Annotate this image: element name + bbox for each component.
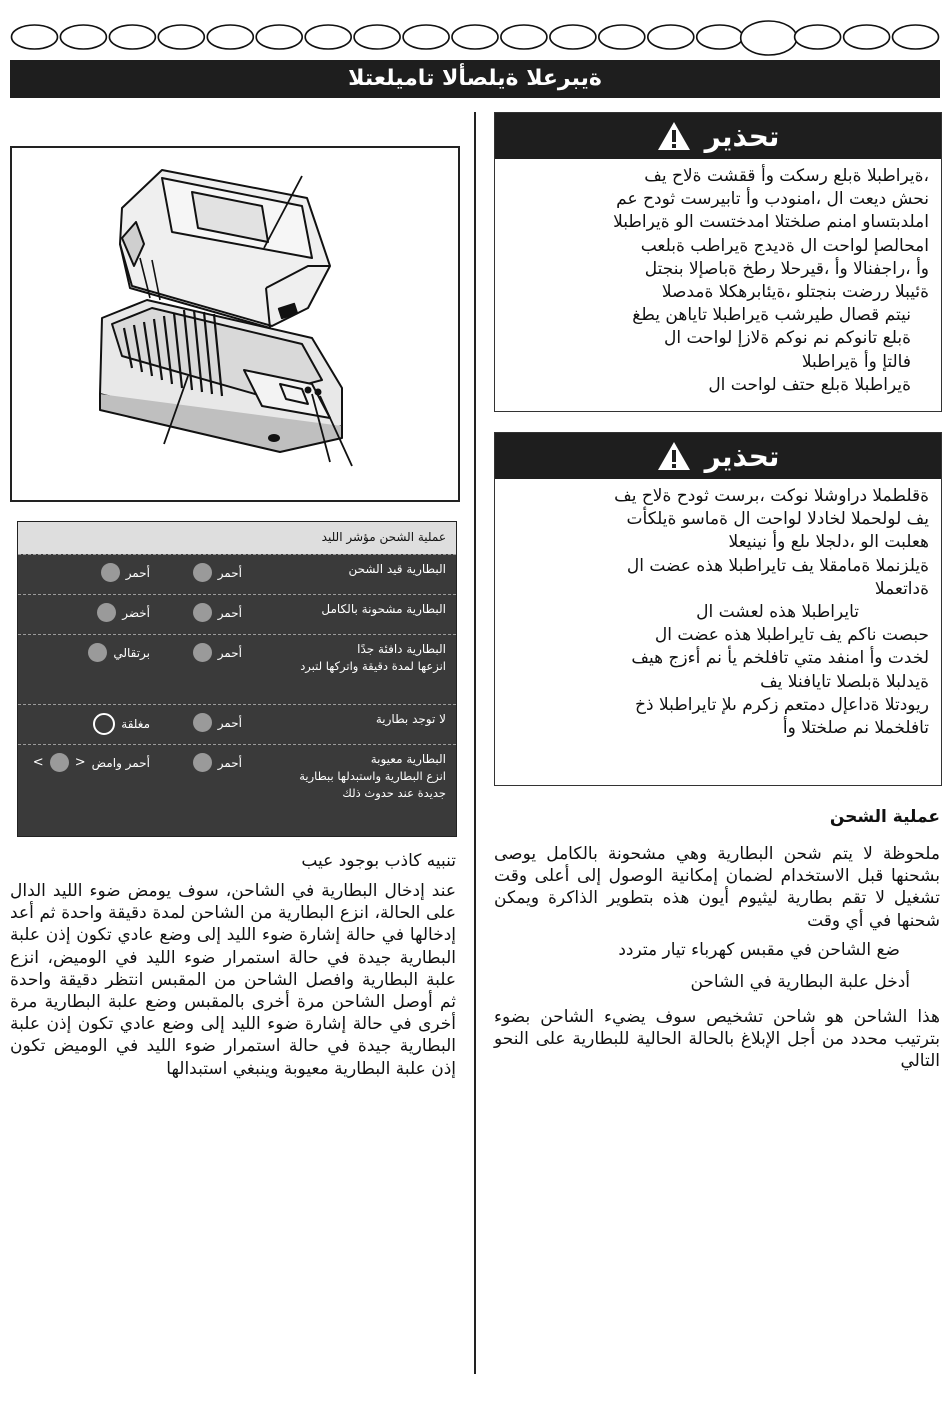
warning-box-2 <box>494 432 942 786</box>
led1-label: أحمر <box>217 755 242 770</box>
status-text: البطارية دافئة جدًا <box>357 642 446 656</box>
warning-line: ،ةيراطبلا ةبلع رسكت وأ ققشت ةلاح يف <box>644 166 929 186</box>
led1-cell <box>193 713 242 732</box>
led-indicator-icon <box>193 563 212 582</box>
step-1: ضع الشاحن في مقبس كهرباء تيار متردد <box>618 940 900 960</box>
status-cell <box>236 751 446 802</box>
warning-line: تايراطبلا هذه لعشت ال <box>696 602 859 623</box>
status-text: لا توجد بطارية <box>375 712 446 726</box>
page-oval-current <box>741 21 797 55</box>
page-oval <box>697 25 743 49</box>
warning-triangle-icon <box>657 120 691 152</box>
blink-rays-icon: > <box>32 755 44 770</box>
led1-cell <box>193 603 242 622</box>
led1-label: أحمر <box>217 565 242 580</box>
led2-cell <box>88 643 150 662</box>
warning-line: املدبتساو امنم صلختلا امدختست الو ةيراطبلا <box>613 212 929 233</box>
page-oval <box>12 25 58 49</box>
led1-label: أحمر <box>217 605 242 620</box>
page-oval <box>452 25 498 49</box>
page-oval <box>844 25 890 49</box>
page-oval <box>354 25 400 49</box>
warning-line: تافلخملا نم صلختلا وأ <box>782 718 929 739</box>
led-indicator-icon <box>193 603 212 622</box>
status-text: البطارية قيد الشحن <box>348 562 446 576</box>
warning-body-2 <box>495 479 941 748</box>
page-index-ovals <box>10 20 940 56</box>
led-indicator-icon <box>193 713 212 732</box>
table-row <box>18 594 456 635</box>
page-oval <box>256 25 302 49</box>
note-text: ملحوظة لا يتم شحن البطارية وهي مشحونة بالكامل يوصى بشحنها قبل الاستخدام لضمان إمكانية الوصول إلى أعلى وقت تشغيل لا تقم بطارية ليثيوم أيون هذه بتطوير الذاكرة ويمكن شحنها في أي وقت <box>494 844 940 931</box>
warning-line: نحش ديعت ال ،امنودب وأ تابيرست ثودح عم <box>616 189 929 210</box>
warning-line: لخدت وأ امنفد متي تافلخم يأ نم أءزج هيف <box>631 648 929 669</box>
closing-text: هذا الشاحن هو شاحن تشخيص سوف يضيء الشاحن بضوء بترتيب محدد من أجل الإبلاغ بالحالة الحالية للبطارية على النحو التالي <box>494 1007 940 1072</box>
led2-cell <box>33 753 150 772</box>
led1-cell <box>193 563 242 582</box>
warning-line: وأ ،راجفنالا وأ ،قيرحلا رطخ ةباصإلا بنجتل <box>644 258 929 279</box>
led-off-icon <box>93 713 115 735</box>
led-indicator-icon <box>88 643 107 662</box>
led-indicator-icon <box>193 753 212 772</box>
led2-cell <box>93 713 150 735</box>
warning-title-2: تحذير <box>704 439 780 473</box>
status-text: البطارية معيوبة <box>370 752 446 766</box>
warning-header-2 <box>495 433 941 479</box>
warning-line: ريودتلا ةداعإل دمتعم زكرم ىلإ تايراطبلا ذخ <box>635 694 929 715</box>
page-oval <box>60 25 106 49</box>
status-text: انزع البطارية واستبدلها ببطارية <box>299 769 446 783</box>
step-2: أدخل علبة البطارية في الشاحن <box>690 972 910 992</box>
warning-triangle-icon <box>657 440 691 472</box>
warning-box-1 <box>494 112 942 412</box>
led1-cell <box>193 643 242 662</box>
warning-body-1 <box>495 159 941 405</box>
page-oval <box>550 25 596 49</box>
led2-label: مغلقة <box>121 717 150 731</box>
page-oval <box>403 25 449 49</box>
table-row <box>18 704 456 745</box>
status-cell <box>236 601 446 618</box>
led2-label: أحمر وامض <box>91 755 150 770</box>
led-indicator-icon <box>97 603 116 622</box>
led-blinking-icon <box>50 753 69 772</box>
warning-line: ةداتعملا <box>874 578 929 599</box>
led2-label: أحمر <box>125 565 150 580</box>
warning-line: ةقلطملا دراوشلا نوكت ،برست ثودح ةلاح يف <box>614 486 929 506</box>
status-cell <box>236 561 446 578</box>
page-oval <box>158 25 204 49</box>
page-oval <box>648 25 694 49</box>
status-cell <box>236 711 446 728</box>
false-fault-heading: تنبيه كاذب بوجود عيب <box>301 851 456 871</box>
status-text: جديدة عند حدوث ذلك <box>342 786 446 800</box>
warning-line: فالتإ وأ ةيراطبلا <box>801 351 911 372</box>
column-divider <box>474 112 476 1374</box>
led1-label: أحمر <box>217 645 242 660</box>
page-oval <box>305 25 351 49</box>
led-status-table <box>17 521 457 837</box>
battery-charger-drawing <box>12 148 458 500</box>
page-oval <box>501 25 547 49</box>
page-title: ةيبرعلا ةيلصألا تاميلعتلا <box>348 66 602 91</box>
led2-cell <box>101 563 150 582</box>
warning-line: ةبلع تانوكم نم نوكم ةلازإ لواحت ال <box>663 328 911 349</box>
led2-label: أخضر <box>122 605 150 620</box>
warning-line: ةئيبلا ررضت بنجتلو ،ةيئابرهكلا ةمدصلا <box>661 282 929 303</box>
warning-line: ةيلزنملا ةمامقلا يف تايراطبلا هذه عضت ال <box>626 555 929 576</box>
paragraph-text: عند إدخال البطارية في الشاحن، سوف يومض ضوء الليد الدال على الحالة، انزع البطارية من الشاحن لمدة دقيقة واحدة ثم أعد إدخالها في حالة إشارة ضوء الليد إلى وضع عادي تكون إذن علبة البطارية جيدة في حالة استمرار ضوء الليد في الوميض، انزع علبة البطارية وافصل الشاحن من المقبس انتظر دقيقة واحدة ثم أوصل الشاحن مرة أخرى بالمقبس وضع علبة البطارية مرة أخرى في حالة إشارة ضوء الليد إلى وضع عادي تكون إذن علبة البطارية جيدة في حالة استمرار ضوء الليد في الوميض تكون إذن علبة البطارية معيوبة وينبغي استبدالها <box>10 881 456 1079</box>
led2-label: برتقالي <box>113 645 150 660</box>
led2-cell <box>97 603 150 622</box>
charging-heading: عملية الشحن <box>829 807 940 827</box>
warning-line: هعلبت الو ،دلجلا ىلع وأ نينيعلا <box>728 532 929 553</box>
warning-line: امحالصإ لواحت ال ةديدج ةيراطب ةبلعب <box>640 235 929 256</box>
warning-line: نيتم قصال طيرشب ةيراطبلا تاياهن يطغ <box>632 305 911 326</box>
table-header: عملية الشحن مؤشر الليد <box>18 522 456 554</box>
page-oval <box>795 25 841 49</box>
led-indicator-icon <box>193 643 212 662</box>
warning-header-1 <box>495 113 941 159</box>
status-cell <box>236 641 446 675</box>
status-text: البطارية مشحونة بالكامل <box>321 602 446 616</box>
table-row <box>18 554 456 595</box>
page-oval <box>109 25 155 49</box>
charging-closing <box>494 1006 940 1073</box>
page-oval <box>207 25 253 49</box>
led1-cell <box>193 753 242 772</box>
warning-title-1: تحذير <box>704 119 780 153</box>
led1-label: أحمر <box>217 715 242 730</box>
page-oval <box>599 25 645 49</box>
warning-line: يف لولحملا لخادلا لواحت ال ةماسو ةيلكأت <box>626 509 929 530</box>
status-text: انزعها لمدة دقيقة واتركها لتبرد <box>300 659 446 673</box>
page-title-bar <box>10 60 940 98</box>
led-indicator-icon <box>101 563 120 582</box>
product-figure <box>10 146 460 502</box>
table-row <box>18 744 456 837</box>
page-oval <box>893 25 939 49</box>
warning-line: حبصت ناكم يف تايراطبلا هذه عضت ال <box>654 625 929 646</box>
warning-line: ةيراطبلا ةبلع حتف لواحت ال <box>708 374 911 395</box>
false-fault-paragraph <box>10 880 456 1080</box>
blink-rays-icon: < <box>74 755 86 770</box>
warning-line: ةيدلبلا ةبلصلا تايافنلا يف <box>760 671 929 692</box>
table-row <box>18 634 456 705</box>
charging-note <box>494 843 940 932</box>
